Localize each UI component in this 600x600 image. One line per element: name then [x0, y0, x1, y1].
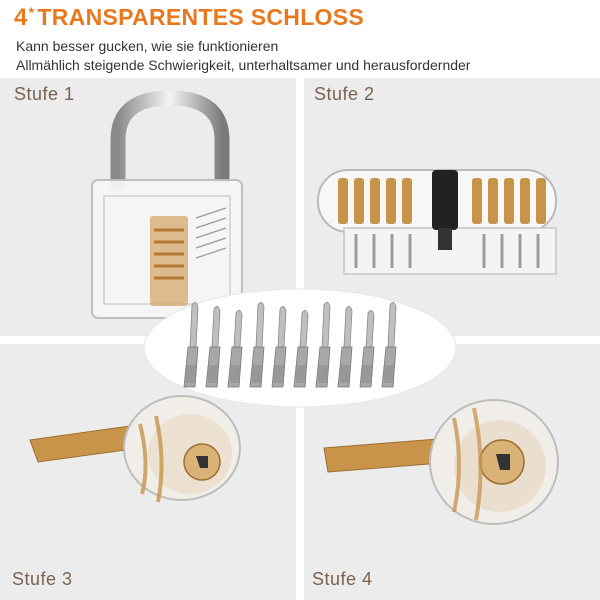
step-label: Stufe 2 — [314, 84, 375, 104]
subtitle-line-2: Allmählich steigende Schwierigkeit, unterhaltsamer und herausfordernder — [16, 57, 471, 73]
subtitle-line-1: Kann besser gucken, wie sie funktionieren — [16, 38, 279, 54]
title-text: TRANSPARENTES SCHLOSS — [37, 4, 365, 30]
step-label: Stufe 1 — [14, 84, 75, 104]
title-star: * — [28, 4, 35, 20]
step-label: Stufe 4 — [312, 569, 373, 589]
lock-pick-set — [142, 287, 458, 409]
lock-pick-set-icon — [142, 287, 458, 409]
step-label: Stufe 3 — [12, 569, 73, 589]
title-count: 4 — [14, 4, 28, 31]
header — [0, 0, 600, 78]
page-title — [14, 4, 364, 32]
